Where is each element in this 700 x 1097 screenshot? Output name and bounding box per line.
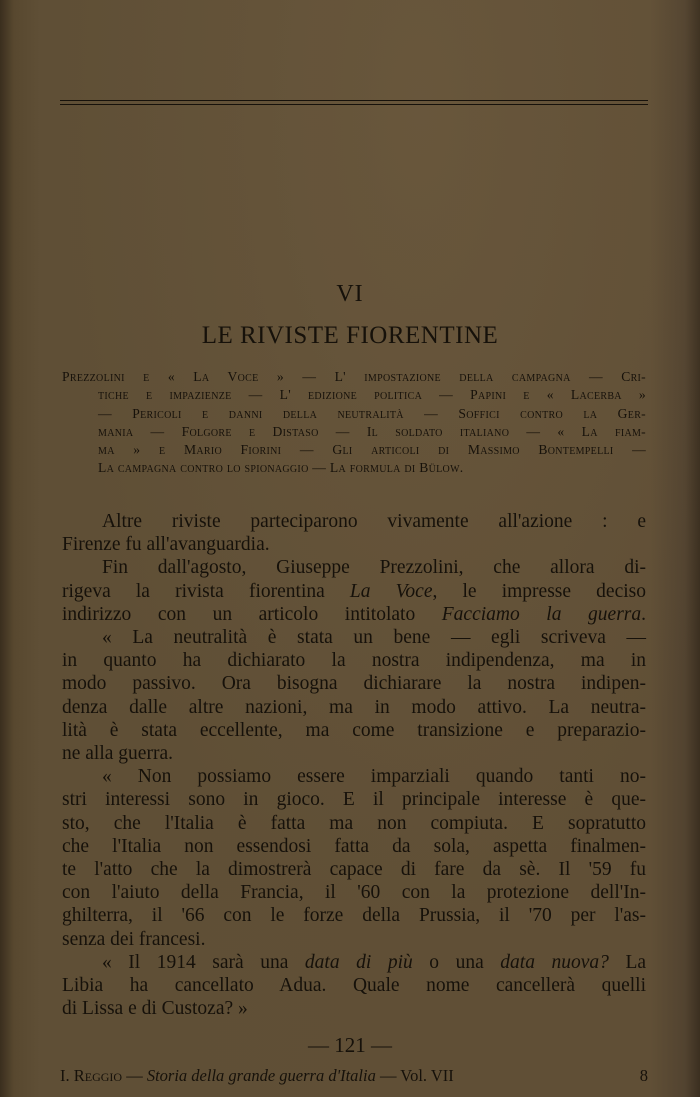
body-text-run: . xyxy=(641,603,646,625)
summary-line: La campagna contro lo spionaggio — La formula di Bülow. xyxy=(98,460,464,476)
body-line xyxy=(62,580,646,603)
body-line: ghilterra, il '66 con le forze della Prussia, il '70 per l'as- xyxy=(62,905,646,927)
body-line: Fin dall'agosto, Giuseppe Prezzolini, che allora di- xyxy=(102,557,646,579)
body-line: Firenze fu all'avanguardia. xyxy=(62,534,270,556)
body-text xyxy=(62,510,646,1020)
body-text-run: La xyxy=(608,951,647,973)
body-line: modo passivo. Ora bisogna dichiarare la nostra indipen- xyxy=(62,673,646,695)
footer-author: I. Reggio — xyxy=(60,1066,143,1085)
page-footer xyxy=(60,1066,648,1086)
body-line: di Lissa e di Custoza? » xyxy=(62,998,248,1020)
body-line: sto, che l'Italia è fatta ma non compiuta. E sopratutto xyxy=(62,812,646,834)
body-line: senza dei francesi. xyxy=(62,928,206,950)
page-number: — 121 — xyxy=(308,1033,392,1057)
body-text-run: rigeva la rivista fiorentina xyxy=(62,580,350,602)
body-line: « Non possiamo essere imparziali quando tanti no- xyxy=(102,766,646,788)
header-rule-top xyxy=(60,100,648,101)
body-line: Altre riviste parteciparono vivamente all'azione : e xyxy=(102,511,646,532)
body-line: Libia ha cancellato Adua. Quale nome cancellerà quelli xyxy=(62,975,646,997)
body-line: che l'Italia non essendosi fatta da sola, aspetta finalmen- xyxy=(62,835,646,857)
article-title: Facciamo la guerra xyxy=(441,603,642,625)
footer-book-title: Storia della grande guerra d'Italia xyxy=(146,1066,376,1085)
chapter-number: VI xyxy=(336,281,364,307)
chapter-summary xyxy=(62,368,646,478)
body-line xyxy=(62,951,646,974)
body-line: con l'aiuto della Francia, il '60 con la protezione dell'In- xyxy=(62,882,646,904)
body-line: lità è stata eccellente, ma come transizione e preparazio- xyxy=(62,719,646,741)
summary-line: mania — Folgore e Distaso — Il soldato italiano — « La fiam- xyxy=(98,423,646,439)
journal-title: La Voce xyxy=(349,580,433,602)
body-text-run: , le impresse deciso xyxy=(432,580,646,602)
emphasis: data di più xyxy=(304,951,413,973)
body-line: te l'atto che la dimostrerà capace di fare da sè. Il '59 fu xyxy=(62,859,646,881)
body-text-run: o una xyxy=(412,951,501,973)
body-line: stri interessi sono in gioco. E il principale interesse è que- xyxy=(62,789,646,811)
header-rule-bottom xyxy=(60,104,648,105)
chapter-title: LE RIVISTE FIORENTINE xyxy=(201,322,499,349)
body-text-run: « Il 1914 sarà una xyxy=(102,951,305,973)
emphasis: data nuova? xyxy=(500,951,609,973)
body-line: denza dalle altre nazioni, ma in modo attivo. La neutra- xyxy=(62,696,646,718)
body-line: « La neutralità è stata un bene — egli scriveva — xyxy=(102,627,646,649)
summary-line: ma » e Mario Fiorini — Gli articoli di Massimo Bontempelli — xyxy=(98,442,646,458)
summary-line: — Pericoli e danni della neutralità — Soffici contro la Ger- xyxy=(98,405,646,421)
body-line: ne alla guerra. xyxy=(62,743,173,765)
summary-line: Prezzolini e « La Voce » — L' impostazione della campagna — Cri- xyxy=(62,369,646,384)
body-text-run: indirizzo con un articolo intitolato xyxy=(62,603,442,625)
footer-citation xyxy=(60,1066,454,1086)
summary-line: tiche e impazienze — L' edizione politica — Papini e « Lacerba » xyxy=(98,387,646,403)
body-line: in quanto ha dichiarato la nostra indipendenza, ma in xyxy=(62,650,646,672)
footer-signature-mark: 8 xyxy=(639,1066,648,1085)
footer-volume: — Vol. VII xyxy=(379,1066,454,1085)
body-line xyxy=(62,603,646,626)
